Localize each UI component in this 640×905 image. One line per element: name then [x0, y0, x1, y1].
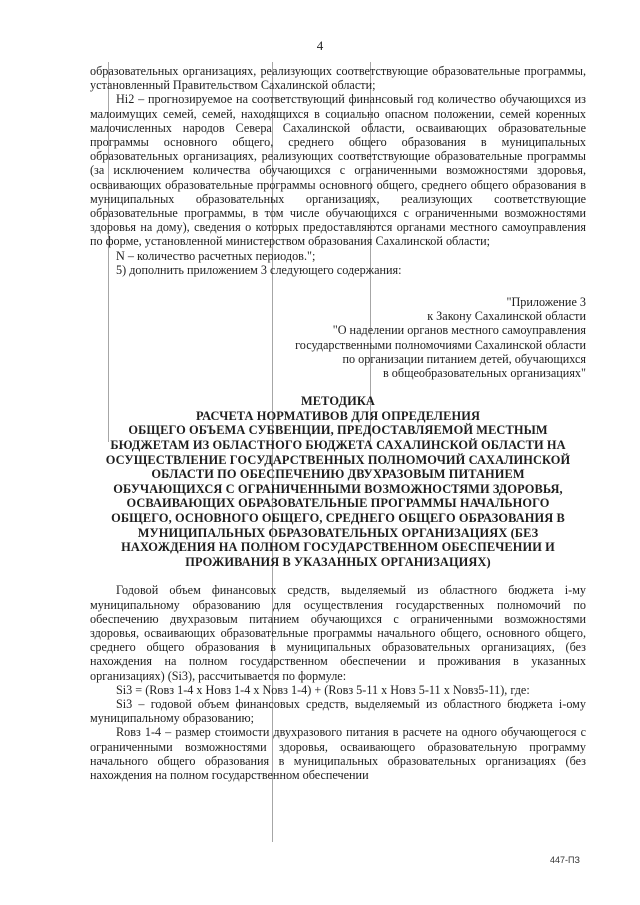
- paragraph: Нi2 – прогнозируемое на соответствующий финансовый год количество обучающихся из малоимущих семей, семей, находящихся в социально опасном положении, семей коренных малочисленных народов Севера Сахалинской области, осваивающих образовательные программы основного общего, среднего общего образования в муниципальных образовательных организациях, реализующих соответствующие образовательные программы (за исключением количества обучающихся с ограниченными возможностями здоровья, осваивающих образовательные программы основного общего, среднего общего образования в муниципальных образовательных организациях, реализующих соответствующие образовательные программы, в том числе обучающихся с ограниченными возможностями здоровья на дому), сведения о которых предоставляются органами местного самоуправления по форме, установленной министерством образования Сахалинской области;: [90, 92, 586, 249]
- paragraph: Rовз 1-4 – размер стоимости двухразового питания в расчете на одного обучающегося с ограниченными возможностями здоровья, осваивающего образовательную программу начального общего образования в муниципальных образовательных организациях (без нахождения на полном государственном обеспечении: [90, 725, 586, 783]
- title-line: ОБУЧАЮЩИХСЯ С ОГРАНИЧЕННЫМИ ВОЗМОЖНОСТЯМИ ЗДОРОВЬЯ,: [113, 481, 563, 496]
- appendix-line: к Закону Сахалинской области: [427, 309, 586, 324]
- title-line: ПРОЖИВАНИЯ В УКАЗАННЫХ ОРГАНИЗАЦИЯХ): [185, 554, 491, 569]
- document-body: [90, 64, 586, 782]
- title-line: ОБЩЕГО, ОСНОВНОГО ОБЩЕГО, СРЕДНЕГО ОБЩЕГО ОБРАЗОВАНИЯ В: [111, 511, 565, 526]
- page-number: 4: [316, 38, 324, 53]
- methodology-title: [90, 394, 586, 569]
- paragraph: Годовой объем финансовых средств, выделяемый из областного бюджета i-му муниципальному образованию для осуществления государственных полномочий по обеспечению двухразовым питанием обучающихся с ограниченными возможностями здоровья, осваивающих образовательные программы начального общего, основного общего, среднего общего образования в муниципальных образовательных организациях, (без нахождения на полном государственном обеспечении и проживания в указанных организациях) (Si3), рассчитывается по формуле:: [90, 583, 586, 683]
- document-code: 447-ПЗ: [550, 855, 580, 865]
- appendix-line: по организации питанием детей, обучающихся: [342, 351, 586, 366]
- title-line: БЮДЖЕТАМ ИЗ ОБЛАСТНОГО БЮДЖЕТА САХАЛИНСКОЙ ОБЛАСТИ НА: [110, 438, 566, 453]
- title-line: ОБЩЕГО ОБЪЕМА СУБВЕНЦИИ, ПРЕДОСТАВЛЯЕМОЙ МЕСТНЫМ: [128, 423, 548, 438]
- title-line: РАСЧЕТА НОРМАТИВОВ ДЛЯ ОПРЕДЕЛЕНИЯ: [196, 408, 480, 423]
- title-line: ОБЛАСТИ ПО ОБЕСПЕЧЕНИЮ ДВУХРАЗОВЫМ ПИТАНИЕМ: [151, 467, 525, 482]
- appendix-line: "Приложение 3: [506, 295, 586, 310]
- paragraph: 5) дополнить приложением 3 следующего содержания:: [116, 262, 402, 277]
- appendix-line: в общеобразовательных организациях": [382, 366, 586, 381]
- title-line: МУНИЦИПАЛЬНЫХ ОБРАЗОВАТЕЛЬНЫХ ОРГАНИЗАЦИЯХ (БЕЗ: [137, 525, 539, 540]
- appendix-line: государственными полномочиями Сахалинской области: [295, 337, 586, 352]
- title-line: МЕТОДИКА: [301, 394, 375, 409]
- paragraph: N – количество расчетных периодов.";: [116, 248, 316, 263]
- paragraph: образовательных организациях, реализующих соответствующие образовательные программы, установленный Правительством Сахалинской области;: [90, 64, 586, 93]
- title-line: ОСВАИВАЮЩИХ ОБРАЗОВАТЕЛЬНЫЕ ПРОГРАММЫ НАЧАЛЬНОГО: [126, 496, 550, 511]
- title-line: НАХОЖДЕНИЯ НА ПОЛНОМ ГОСУДАРСТВЕННОМ ОБЕСПЕЧЕНИИ И: [121, 540, 555, 555]
- methodology-body: [90, 583, 586, 782]
- title-line: ОСУЩЕСТВЛЕНИЕ ГОСУДАРСТВЕННЫХ ПОЛНОМОЧИЙ САХАЛИНСКОЙ: [105, 452, 571, 467]
- appendix-line: "О наделении органов местного самоуправления: [332, 323, 586, 338]
- paragraph: Si3 – годовой объем финансовых средств, выделяемый из областного бюджета i-ому муниципальному образованию;: [90, 697, 586, 726]
- appendix-heading: [90, 295, 586, 380]
- formula: Si3 = (Rовз 1-4 x Hовз 1-4 x Nовз 1-4) + (Rовз 5-11 x Hовз 5-11 x Nовз5-11), где:: [116, 682, 530, 697]
